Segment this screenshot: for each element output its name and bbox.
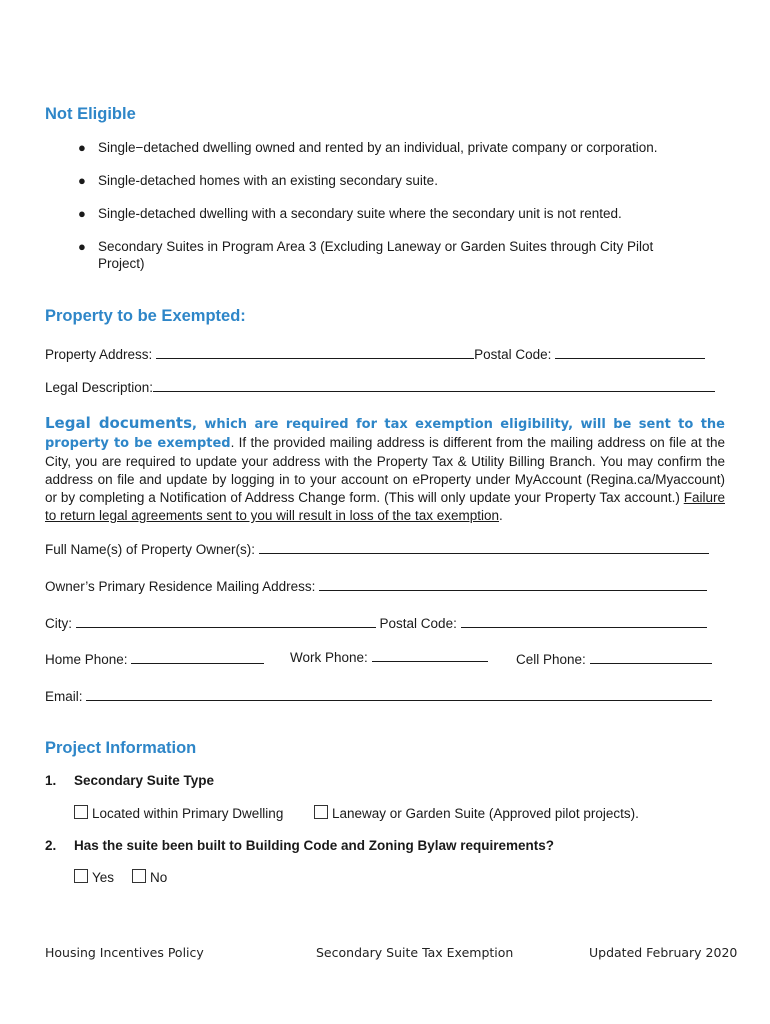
bullet-icon: ● <box>78 173 86 188</box>
yes-label: Yes <box>92 870 115 885</box>
legal-notice-lead-rest: , which are required for tax exemption eligibility, will be sent to the property to be exempted <box>45 417 726 451</box>
option-no[interactable] <box>132 869 167 885</box>
not-eligible-item-text: Single-detached homes with an existing secondary suite. <box>98 173 438 188</box>
legal-notice-end: . <box>498 508 503 523</box>
project-heading: Project Information <box>45 739 197 757</box>
question-1-number: 1. <box>45 773 57 788</box>
legal-description-label: Legal Description: <box>45 380 154 395</box>
bullet-icon: ● <box>78 140 86 155</box>
owner-names-row <box>45 541 709 557</box>
cell-phone-input[interactable] <box>590 651 712 664</box>
property-postal-input[interactable] <box>555 346 705 359</box>
property-address-row <box>45 346 705 362</box>
footer-center: Secondary Suite Tax Exemption <box>316 945 514 960</box>
owner-postal-label: Postal Code: <box>379 616 457 631</box>
property-heading: Property to be Exempted: <box>45 307 246 325</box>
bullet-icon: ● <box>78 239 86 254</box>
work-phone-row <box>290 649 488 665</box>
option-laneway-suite[interactable] <box>314 805 639 821</box>
cell-phone-label: Cell Phone: <box>516 652 586 667</box>
work-phone-label: Work Phone: <box>290 650 368 665</box>
email-label: Email: <box>45 689 83 704</box>
email-row <box>45 688 712 704</box>
question-2-number: 2. <box>45 838 57 853</box>
city-row <box>45 615 707 631</box>
legal-notice-warning: Failure to return legal agreements sent to you will result in loss of the tax exemption <box>45 490 725 523</box>
legal-notice-lead: Legal documents <box>45 414 193 432</box>
no-checkbox[interactable] <box>132 869 146 883</box>
home-phone-row <box>45 651 264 667</box>
question-2-text: Has the suite been built to Building Code and Zoning Bylaw requirements? <box>74 838 555 853</box>
legal-description-input[interactable] <box>153 379 715 392</box>
not-eligible-item-text: Single−detached dwelling owned and rented by an individual, private company or corporation. <box>98 140 658 155</box>
not-eligible-heading: Not Eligible <box>45 105 136 123</box>
not-eligible-item-text: Single-detached dwelling with a secondary suite where the secondary unit is not rented. <box>98 206 622 221</box>
primary-dwelling-checkbox[interactable] <box>74 805 88 819</box>
property-address-input[interactable] <box>156 346 474 359</box>
city-label: City: <box>45 616 72 631</box>
no-label: No <box>150 870 168 885</box>
property-postal-label: Postal Code: <box>474 347 552 362</box>
owner-names-input[interactable] <box>259 541 709 554</box>
legal-notice-body: . If the provided mailing address is different from the mailing address on file at the City, you are required to update your address with the Property Tax & Utility Billing Branch. You may confirm the address on file and update by logging in to your account on eProperty under MyAccount (Regina.ca/Myaccount) or by completing a Notification of Address Change form. (This will only update your Property Tax account.) <box>45 435 725 505</box>
bullet-icon: ● <box>78 206 86 221</box>
not-eligible-item-text: Secondary Suites in Program Area 3 (Excluding Laneway or Garden Suites through City Pilot Project) <box>98 239 654 271</box>
question-1-text: Secondary Suite Type <box>74 773 215 788</box>
mailing-address-row <box>45 578 707 594</box>
laneway-suite-checkbox[interactable] <box>314 805 328 819</box>
cell-phone-row <box>516 651 712 667</box>
footer-right: Updated February 2020 <box>589 945 738 960</box>
option-primary-dwelling[interactable] <box>74 805 283 821</box>
legal-description-row <box>45 379 715 395</box>
home-phone-label: Home Phone: <box>45 652 128 667</box>
mailing-address-input[interactable] <box>319 578 707 591</box>
owner-postal-input[interactable] <box>461 615 707 628</box>
footer-left: Housing Incentives Policy <box>45 945 204 960</box>
email-input[interactable] <box>86 688 712 701</box>
city-input[interactable] <box>76 615 376 628</box>
option-yes[interactable] <box>74 869 114 885</box>
home-phone-input[interactable] <box>131 651 264 664</box>
yes-checkbox[interactable] <box>74 869 88 883</box>
laneway-suite-label: Laneway or Garden Suite (Approved pilot projects). <box>332 806 639 821</box>
primary-dwelling-label: Located within Primary Dwelling <box>92 806 284 821</box>
mailing-address-label: Owner’s Primary Residence Mailing Address: <box>45 579 316 594</box>
legal-notice <box>45 414 725 525</box>
property-address-label: Property Address: <box>45 347 153 362</box>
owner-names-label: Full Name(s) of Property Owner(s): <box>45 542 256 557</box>
work-phone-input[interactable] <box>372 649 488 662</box>
